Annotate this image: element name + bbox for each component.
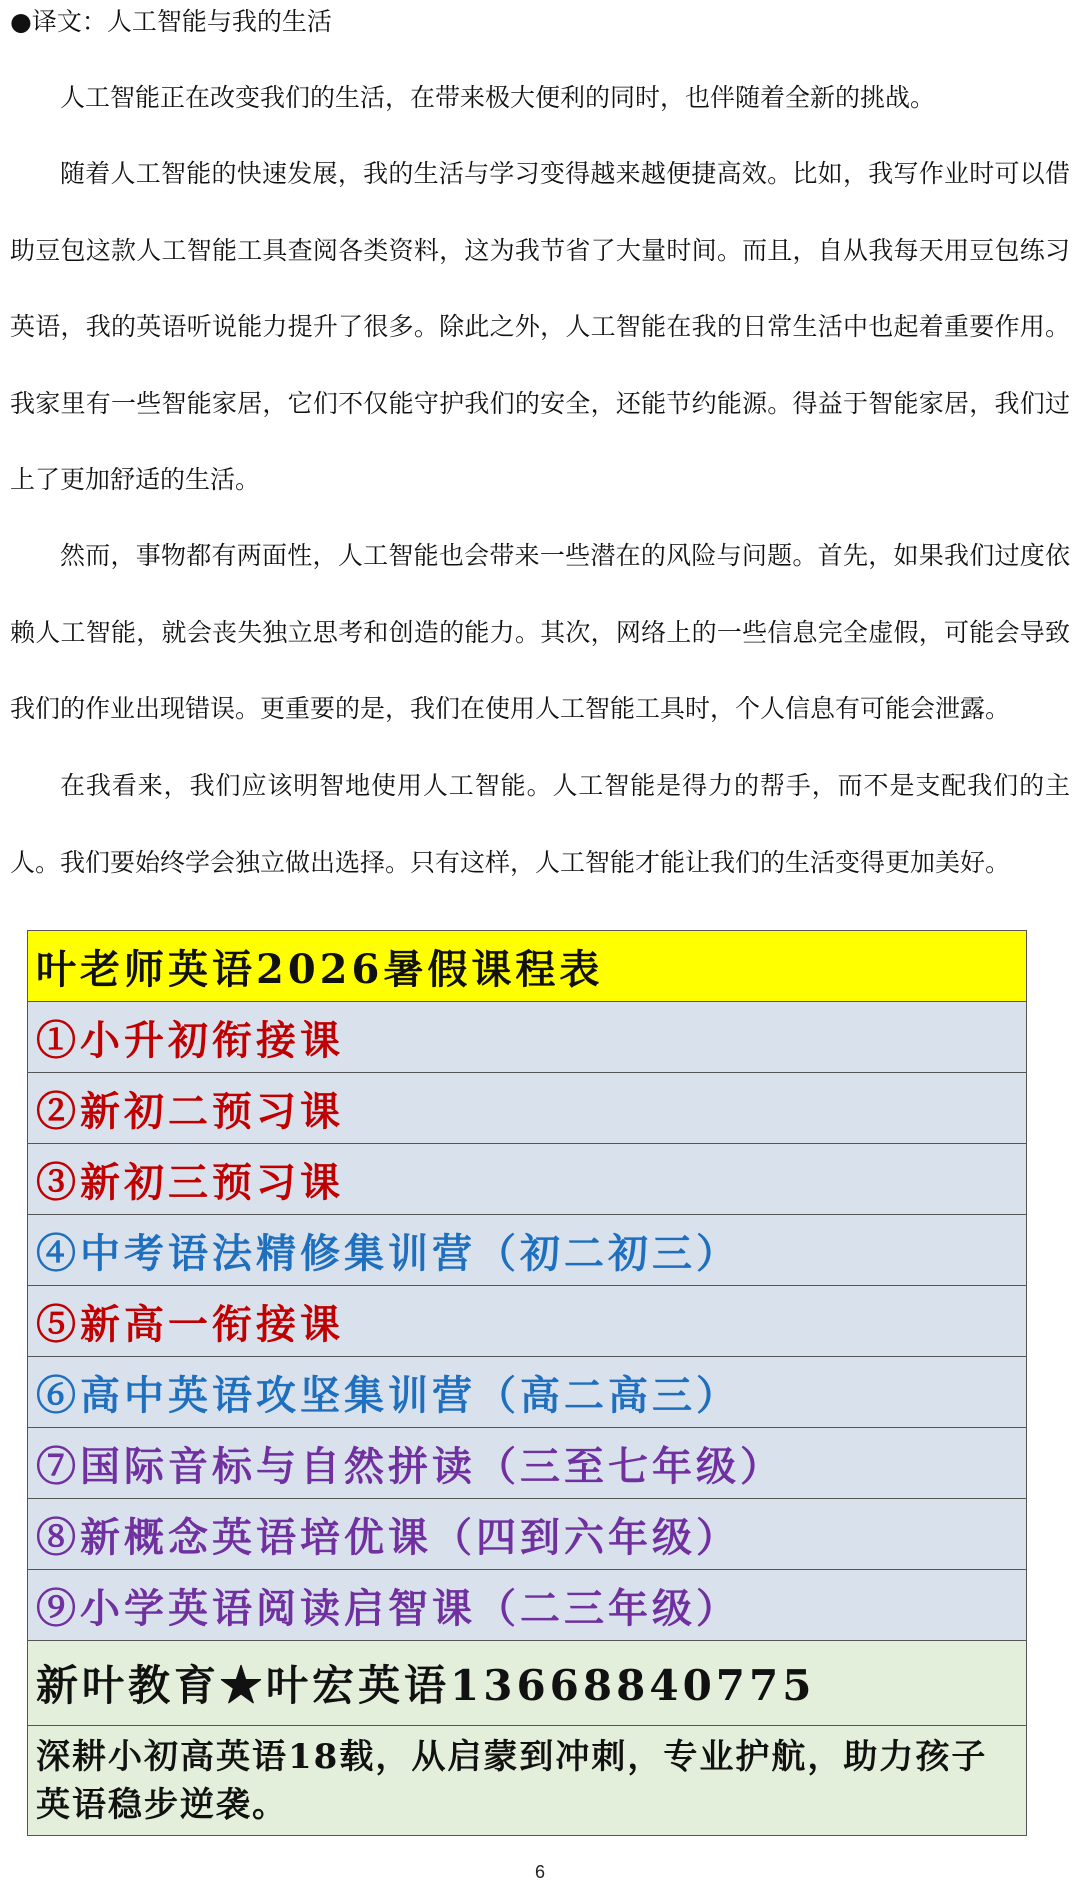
- slogan: 深耕小初高英语18载，从启蒙到冲刺，专业护航，助力孩子英语稳步逆袭。: [28, 1726, 1026, 1835]
- article-heading: ●译文：人工智能与我的生活: [10, 7, 332, 36]
- page-number: 6: [534, 1862, 545, 1882]
- course-row: ③新初三预习课: [28, 1144, 1026, 1215]
- paragraph-risks: 然而，事物都有两面性，人工智能也会带来一些潜在的风险与问题。首先，如果我们过度依赖人工智能，就会丧失独立思考和创造的能力。其次，网络上的一些信息完全虚假，可能会导致我们的作业出现错误。更重要的是，我们在使用人工智能工具时，个人信息有可能会泄露。: [10, 541, 1070, 723]
- course-row: ①小升初衔接课: [28, 1002, 1026, 1073]
- paragraph-conclusion: 在我看来，我们应该明智地使用人工智能。人工智能是得力的帮手，而不是支配我们的主人。我们要始终学会独立做出选择。只有这样，人工智能才能让我们的生活变得更加美好。: [10, 771, 1070, 877]
- contact-info: 新叶教育★叶宏英语13668840775: [28, 1641, 1026, 1726]
- course-row: ②新初二预习课: [28, 1073, 1026, 1144]
- course-row: ⑥高中英语攻坚集训营（高二高三）: [28, 1357, 1026, 1428]
- course-row: ⑧新概念英语培优课（四到六年级）: [28, 1499, 1026, 1570]
- course-row: ⑨小学英语阅读启智课（二三年级）: [28, 1570, 1026, 1641]
- course-schedule-table: [27, 930, 1027, 1836]
- paragraph-intro: 人工智能正在改变我们的生活，在带来极大便利的同时，也伴随着全新的挑战。: [60, 83, 936, 112]
- course-row: ⑤新高一衔接课: [28, 1286, 1026, 1357]
- course-row: ⑦国际音标与自然拼读（三至七年级）: [28, 1428, 1026, 1499]
- schedule-title: 叶老师英语2026暑假课程表: [28, 931, 1026, 1002]
- course-row: ④中考语法精修集训营（初二初三）: [28, 1215, 1026, 1286]
- paragraph-benefits: 随着人工智能的快速发展，我的生活与学习变得越来越便捷高效。比如，我写作业时可以借助豆包这款人工智能工具查阅各类资料，这为我节省了大量时间。而且，自从我每天用豆包练习英语，我的英语听说能力提升了很多。除此之外，人工智能在我的日常生活中也起着重要作用。我家里有一些智能家居，它们不仅能守护我们的安全，还能节约能源。得益于智能家居，我们过上了更加舒适的生活。: [10, 159, 1070, 494]
